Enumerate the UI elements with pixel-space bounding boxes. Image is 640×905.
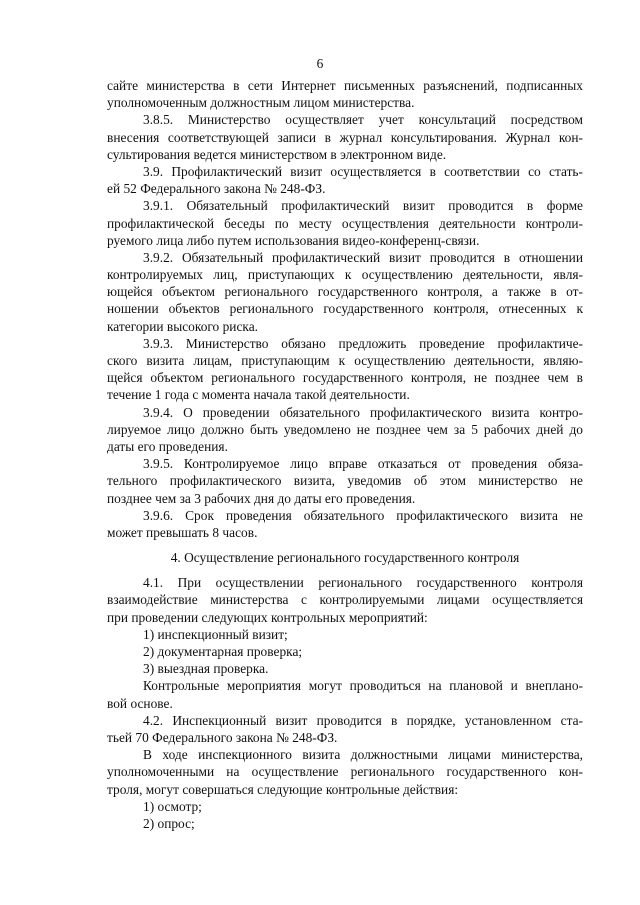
- text-line: уполномоченными на осуществление регионального государственного кон-: [107, 764, 583, 780]
- text-line: В ходе инспекционного визита должностными лицами министерства,: [143, 747, 583, 763]
- text-line: 3.9.3. Министерство обязано предложить проведение профилактиче-: [143, 335, 583, 351]
- text-line: категории высокого риска.: [107, 318, 259, 334]
- text-line: ей 52 Федерального закона № 248-ФЗ.: [107, 181, 326, 197]
- text-line: 4.2. Инспекционный визит проводится в порядке, установленном ста-: [143, 712, 583, 728]
- text-line: 4.1. При осуществлении регионального государственного контроля: [143, 575, 583, 591]
- text-line: тьей 70 Федерального закона № 248-ФЗ.: [107, 729, 338, 745]
- text-line: ношении объектов регионального государственного контроля, отнесенных к: [107, 301, 583, 317]
- text-line: троля, могут совершаться следующие контрольные действия:: [107, 781, 459, 797]
- text-line: внесения соответствующей записи в журнал консультирования. Журнал кон-: [107, 129, 583, 145]
- text-line: 1) инспекционный визит;: [143, 626, 288, 642]
- text-line: профилактической беседы по месту осуществления деятельности контроли-: [107, 215, 583, 231]
- text-line: 3.8.5. Министерство осуществляет учет консультаций посредством: [143, 112, 583, 128]
- text-line: уполномоченным должностным лицом министерства.: [107, 95, 415, 111]
- text-line: взаимодействие министерства с контролируемыми лицами осуществляется: [107, 592, 583, 608]
- text-block-section-4: [107, 574, 583, 832]
- text-line: 3.9.5. Контролируемое лицо вправе отказаться от проведения обяза-: [143, 456, 583, 472]
- text-line: может превышать 8 часов.: [107, 524, 258, 540]
- text-line: руемого лица либо путем использования видео-конференц-связи.: [107, 232, 480, 248]
- text-line: 3) выездная проверка.: [143, 661, 269, 677]
- text-line: 3.9.2. Обязательный профилактический визит проводится в отношении: [143, 249, 583, 265]
- text-line: при проведении следующих контрольных мероприятий:: [107, 609, 428, 625]
- spacer: [107, 566, 583, 574]
- section-title: 4. Осуществление регионального государственного контроля: [170, 550, 520, 566]
- text-line: даты его проведения.: [107, 438, 228, 454]
- text-line: ского визита лицам, приступающим к осуществлению деятельности, являю-: [107, 353, 583, 368]
- text-line: 3.9.6. Срок проведения обязательного профилактического визита не: [143, 507, 583, 523]
- text-line: 2) опрос;: [143, 815, 195, 831]
- text-line: 3.9. Профилактический визит осуществляется в соответствии со стать-: [143, 163, 583, 179]
- text-line: 3.9.1. Обязательный профилактический визит проводится в форме: [143, 198, 583, 214]
- text-line: щейся объектом регионального государственного контроля, не позднее чем в: [107, 370, 583, 386]
- text-line: Контрольные мероприятия могут проводиться на плановой и внеплано-: [143, 678, 583, 694]
- text-line: позднее чем за 3 рабочих дня до даты его проведения.: [107, 490, 416, 506]
- text-line: ющейся объектом регионального государственного контроля, а также в от-: [107, 284, 583, 300]
- text-line: вой основе.: [107, 695, 173, 711]
- text-line: течение 1 года с момента начала такой деятельности.: [107, 387, 410, 403]
- text-line: лируемое лицо должно быть уведомлено не позднее чем за 5 рабочих дней до: [107, 421, 583, 437]
- page-number: 6: [316, 56, 324, 71]
- text-line: 2) документарная проверка;: [143, 644, 303, 659]
- document-body: [107, 77, 583, 832]
- text-block-section-3: [107, 77, 583, 541]
- text-line: 1) осмотр;: [143, 798, 202, 814]
- text-line: контролируемых лиц, приступающих к осуществлению деятельности, явля-: [107, 267, 583, 283]
- text-line: сайте министерства в сети Интернет письменных разъяснений, подписанных: [107, 78, 583, 93]
- spacer: [107, 541, 583, 549]
- text-line: тельного профилактического визита, уведомив об этом министерство не: [107, 473, 583, 489]
- text-line: 3.9.4. О проведении обязательного профилактического визита контро-: [143, 404, 583, 420]
- text-line: сультирования ведется министерством в электронном виде.: [107, 146, 447, 162]
